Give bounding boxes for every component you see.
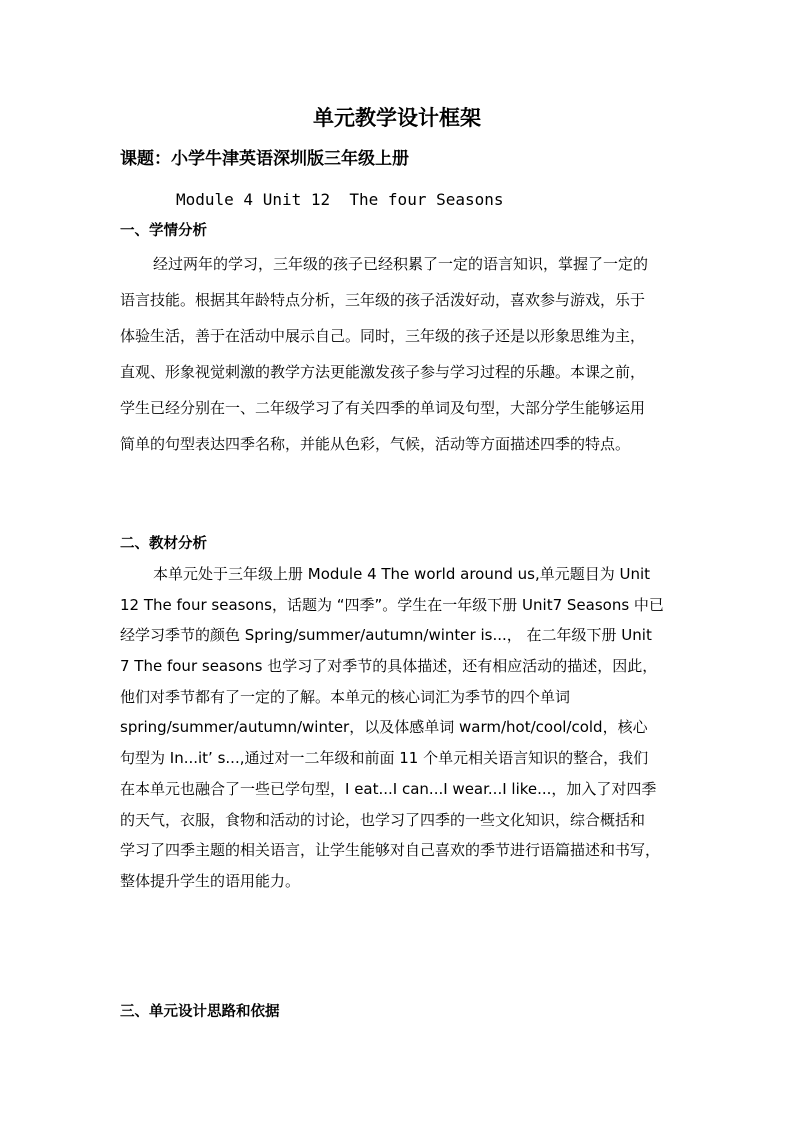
paragraph-line: 7 The four seasons 也学习了对季节的具体描述，还有相应活动的描述，因此， bbox=[120, 657, 658, 676]
module-title: Module 4 Unit 12 The four Seasons bbox=[176, 190, 504, 209]
paragraph-line: 经过两年的学习，三年级的孩子已经积累了一定的语言知识，掌握了一定的 bbox=[153, 255, 649, 273]
paragraph-line: 经学习季节的颜色 Spring/summer/autumn/winter is...， 在二年级下册 Unit bbox=[120, 626, 652, 645]
paragraph-line: 学习了四季主题的相关语言，让学生能够对自己喜欢的季节进行语篇描述和书写， bbox=[120, 841, 661, 860]
paragraph-line: 在本单元也融合了一些已学句型，I eat...I can...I wear...I like...，加入了对四季 bbox=[120, 779, 657, 798]
section-heading-material-analysis: 二、教材分析 bbox=[120, 536, 207, 552]
paragraph-line: 语言技能。根据其年龄特点分析，三年级的孩子活泼好动，喜欢参与游戏，乐于 bbox=[120, 291, 646, 309]
section-heading-learner-analysis: 一、学情分析 bbox=[120, 223, 207, 239]
course-title: 课题：小学牛津英语深圳版三年级上册 bbox=[120, 149, 409, 169]
paragraph-line: 整体提升学生的语用能力。 bbox=[120, 871, 301, 890]
document-title: 单元教学设计框架 bbox=[313, 106, 481, 130]
paragraph-line: 他们对季节都有了一定的了解。本单元的核心词汇为季节的四个单词 bbox=[120, 687, 571, 706]
paragraph-line: spring/summer/autumn/winter，以及体感单词 warm/hot/cool/cold，核心 bbox=[120, 718, 648, 737]
section-body-learner-analysis bbox=[120, 246, 680, 462]
paragraph-line: 本单元处于三年级上册 Module 4 The world around us,单元题目为 Unit bbox=[153, 565, 651, 583]
paragraph-line: 直观、形象视觉刺激的教学方法更能激发孩子参与学习过程的乐趣。本课之前， bbox=[120, 363, 646, 381]
section-heading-design-rationale: 三、单元设计思路和依据 bbox=[120, 1004, 280, 1020]
paragraph-line: 句型为 In...it’ s...,通过对一二年级和前面 11 个单元相关语言知识的整合，我们 bbox=[120, 749, 649, 768]
paragraph-line: 12 The four seasons，话题为 “四季”。学生在一年级下册 Unit7 Seasons 中已 bbox=[120, 595, 664, 614]
paragraph-line: 的天气，衣服，食物和活动的讨论，也学习了四季的一些文化知识，综合概括和 bbox=[120, 810, 646, 829]
section-body-material-analysis bbox=[120, 559, 680, 897]
paragraph-line: 学生已经分别在一、二年级学习了有关四季的单词及句型，大部分学生能够运用 bbox=[120, 399, 646, 417]
paragraph-line: 简单的句型表达四季名称，并能从色彩，气候，活动等方面描述四季的特点。 bbox=[120, 435, 631, 453]
paragraph-line: 体验生活，善于在活动中展示自己。同时，三年级的孩子还是以形象思维为主， bbox=[120, 327, 646, 345]
